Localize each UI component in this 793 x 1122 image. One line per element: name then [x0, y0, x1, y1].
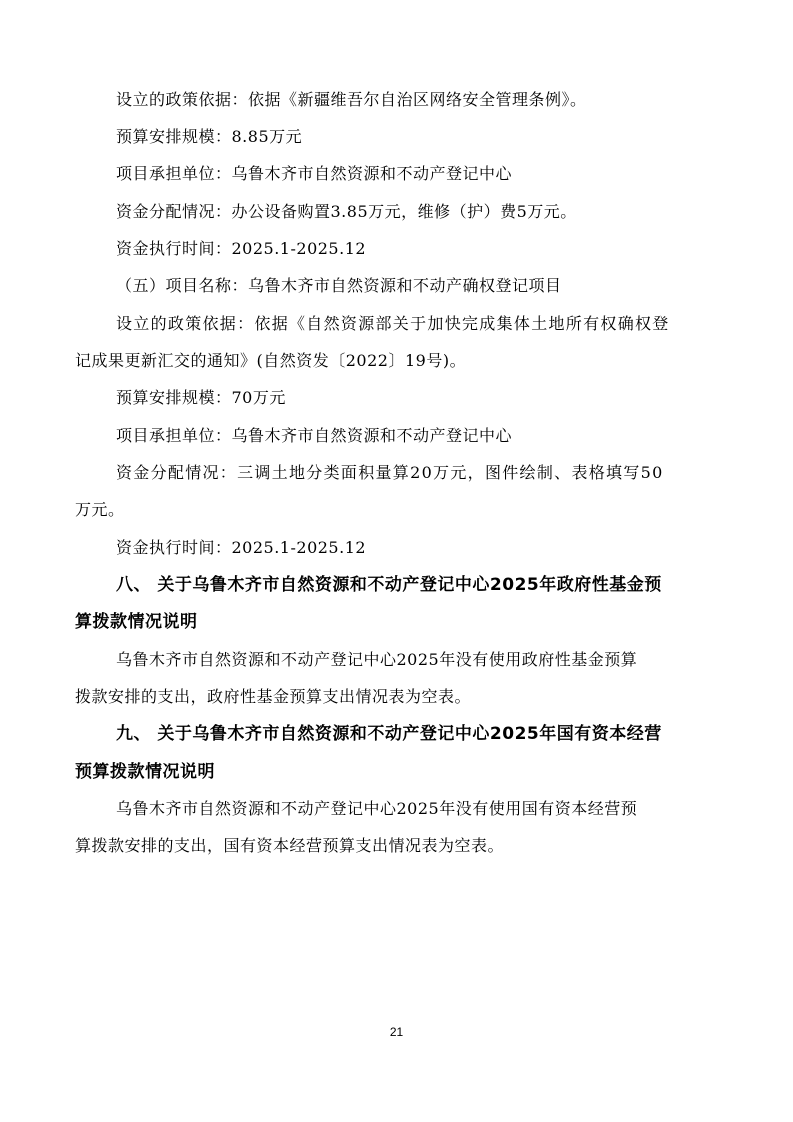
section-body-9b: 算拨款安排的支出，国有资本经营预算支出情况表为空表。 — [75, 836, 505, 855]
project-name-line-5: （五）项目名称：乌鲁木齐市自然资源和不动产确权登记项目 — [116, 276, 562, 295]
responsible-unit-line-2: 项目承担单位：乌鲁木齐市自然资源和不动产登记中心 — [116, 426, 513, 445]
budget-scale-line-2: 预算安排规模：70万元 — [116, 388, 286, 407]
fund-allocation-line-2a: 资金分配情况：三调土地分类面积量算20万元，图件绘制、表格填写50 — [116, 463, 664, 482]
policy-basis-line-2b: 记成果更新汇交的通知》(自然资发〔2022〕19号)。 — [75, 351, 467, 370]
budget-scale-line-1: 预算安排规模：8.85万元 — [116, 127, 303, 146]
section-heading-8b: 算拨款情况说明 — [75, 612, 198, 632]
policy-basis-line-1: 设立的政策依据：依据《新疆维吾尔自治区网络安全管理条例》。 — [116, 90, 587, 109]
section-heading-9b: 预算拨款情况说明 — [75, 762, 215, 782]
execution-time-line-2: 资金执行时间：2025.1-2025.12 — [116, 538, 367, 557]
page-number: 21 — [389, 1025, 404, 1039]
fund-allocation-line-2b: 万元。 — [75, 500, 125, 519]
execution-time-line-1: 资金执行时间：2025.1-2025.12 — [116, 239, 367, 258]
section-body-9a: 乌鲁木齐市自然资源和不动产登记中心2025年没有使用国有资本经营预 — [116, 799, 638, 818]
policy-basis-line-2a: 设立的政策依据：依据《自然资源部关于加快完成集体土地所有权确权登 — [116, 314, 670, 333]
section-heading-9a: 九、 关于乌鲁木齐市自然资源和不动产登记中心2025年国有资本经营 — [116, 724, 662, 744]
fund-allocation-line-1: 资金分配情况：办公设备购置3.85万元，维修（护）费5万元。 — [116, 202, 577, 221]
section-body-8b: 拨款安排的支出，政府性基金预算支出情况表为空表。 — [75, 687, 472, 706]
section-body-8a: 乌鲁木齐市自然资源和不动产登记中心2025年没有使用政府性基金预算 — [116, 650, 638, 669]
section-heading-8a: 八、 关于乌鲁木齐市自然资源和不动产登记中心2025年政府性基金预 — [116, 575, 662, 595]
responsible-unit-line-1: 项目承担单位：乌鲁木齐市自然资源和不动产登记中心 — [116, 164, 513, 183]
